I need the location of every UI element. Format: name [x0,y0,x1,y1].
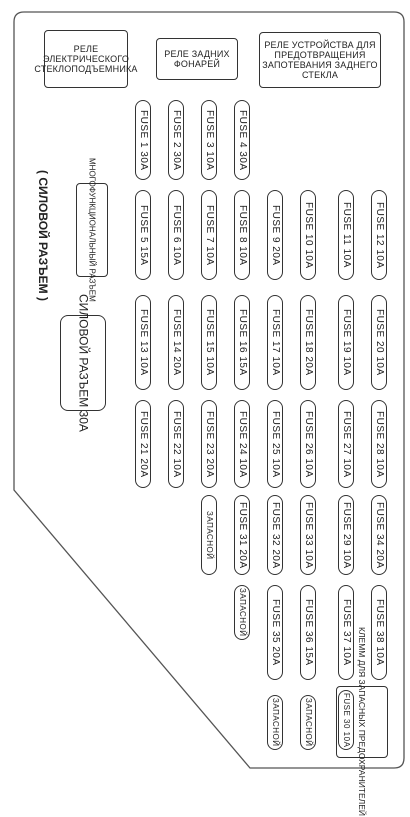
fuse-10-label: FUSE 10 10A [303,201,314,269]
fuse-6-label: FUSE 6 10A [171,204,182,266]
fuse-5 [135,190,151,280]
fuse-29 [338,495,354,575]
fuse-13 [135,295,151,390]
fuse-16-label: FUSE 16 15A [237,309,248,376]
fuse-29-label: FUSE 29 10A [341,501,352,569]
fuse-4-label: FUSE 4 30A [237,109,248,171]
power-connector-1 [30,169,56,301]
fuse-8-label: FUSE 8 10A [237,204,248,266]
rear-defrost-relay [259,32,381,88]
spare-2-label: ЗАПАСНОЙ [238,588,247,637]
spare-2 [234,585,250,640]
fuse-7-label: FUSE 7 10A [204,204,215,266]
spare-1-label: ЗАПАСНОЙ [205,510,214,560]
fuse-23-label: FUSE 23 20A [204,410,215,478]
fuse-18 [300,295,316,390]
fuse-15 [201,295,217,390]
window-relay-label: РЕЛЕ ЭЛЕКТРИЧЕСКОГО СТЕКЛОПОДЪЕМНИКА [34,44,138,74]
spare-terminals-label: КЛЕММ ДЛЯ ЗАПАСНЫХ ПРЕДОХРАНИТЕЛЕЙ [357,627,367,817]
fuse-34-label: FUSE 34 20A [374,501,385,569]
fuse-18-label: FUSE 18 20A [303,309,314,376]
fuse-19 [338,295,354,390]
fuse-2 [168,100,184,180]
fuse-9-label: FUSE 9 20A [270,204,281,266]
fuse-11 [338,190,354,280]
power-connector-2-label: СИЛОВОЙ РАЗЪЕМ 30А [76,294,91,432]
fuse-20 [371,295,387,390]
fuse-33-label: FUSE 33 10A [303,501,314,569]
spare-3-label: ЗАПАСНОЙ [271,698,280,747]
fuse-37 [338,585,354,680]
rear-lights-relay-label: РЕЛЕ ЗАДНИХ ФОНАРЕЙ [164,49,230,69]
fuse-23 [201,400,217,488]
fuse-21-label: FUSE 21 20A [138,410,149,478]
fuse-38 [371,585,387,680]
fuse-22 [168,400,184,488]
fuse-13-label: FUSE 13 10A [138,309,149,376]
fuse-5-label: FUSE 5 15A [138,204,149,266]
fuse-36-label: FUSE 36 15A [303,599,314,666]
power-connector-2 [60,294,106,432]
fuse-17-label: FUSE 17 10A [270,309,281,376]
fuse-9 [267,190,283,280]
fuse-36 [300,585,316,680]
rear-defrost-relay-label: РЕЛЕ УСТРОЙСТВА ДЛЯ ПРЕДОТВРАЩЕНИЯ ЗАПОТЕВАНИЯ ЗАДНЕГО СТЕКЛА [262,40,378,80]
spare-1 [201,495,217,575]
fuse-28-label: FUSE 28 10A [374,410,385,478]
fuse-12-label: FUSE 12 10A [374,201,385,269]
window-relay [34,30,138,88]
fuse-21 [135,400,151,488]
fuse-19-label: FUSE 19 10A [341,309,352,376]
fuse-26-label: FUSE 26 10A [303,410,314,478]
fuse-32 [267,495,283,575]
spare-3 [267,695,283,750]
fuse-1 [135,100,151,180]
fuse-35 [267,585,283,680]
fuse-26 [300,400,316,488]
fuse-34 [371,495,387,575]
fuse-16 [234,295,250,390]
fuse-12 [371,190,387,280]
fuse-10 [300,190,316,280]
fuse-6 [168,190,184,280]
fuse-38-label: FUSE 38 10A [374,599,385,666]
fuse-3 [201,100,217,180]
power-connector-1-label: ( СИЛОВОЙ РАЗЪЕМ ) [36,169,50,301]
fuse-14 [168,295,184,390]
fuse-24 [234,400,250,488]
fuse-25-label: FUSE 25 10A [270,410,281,478]
fuse-8 [234,190,250,280]
fuse-32-label: FUSE 32 20A [270,501,281,569]
fuse-30-label: FUSE 30 10A [342,692,351,748]
fuse-27 [338,400,354,488]
fuse-33 [300,495,316,575]
fuse-4 [234,100,250,180]
spare-4-label: ЗАПАСНОЙ [304,698,313,747]
fuse-14-label: FUSE 14 20A [171,309,182,376]
fuse-15-label: FUSE 15 10A [204,309,215,376]
fuse-27-label: FUSE 27 10A [341,410,352,478]
fuse-25 [267,400,283,488]
fuse-17 [267,295,283,390]
fuse-3-label: FUSE 3 10A [204,109,215,171]
fuse-24-label: FUSE 24 10A [237,410,248,478]
fuse-35-label: FUSE 35 20A [270,599,281,666]
fuse-22-label: FUSE 22 10A [171,410,182,478]
fuse-11-label: FUSE 11 10A [341,202,352,268]
spare-4 [300,695,316,750]
fuse-1-label: FUSE 1 30A [138,109,149,171]
fuse-31-label: FUSE 31 20A [237,501,248,569]
fuse-37-label: FUSE 37 10A [341,599,352,666]
multifunction-connector [76,158,108,302]
rear-lights-relay [156,38,238,80]
fuse-30 [338,690,354,750]
fuse-28 [371,400,387,488]
fuse-31 [234,495,250,575]
fuse-2-label: FUSE 2 30A [171,109,182,171]
fuse-7 [201,190,217,280]
multifunction-connector-label: МНОГОФУНКЦИОНАЛЬНЫЙ РАЗЪЕМ [87,158,97,302]
fuse-20-label: FUSE 20 10A [374,309,385,376]
